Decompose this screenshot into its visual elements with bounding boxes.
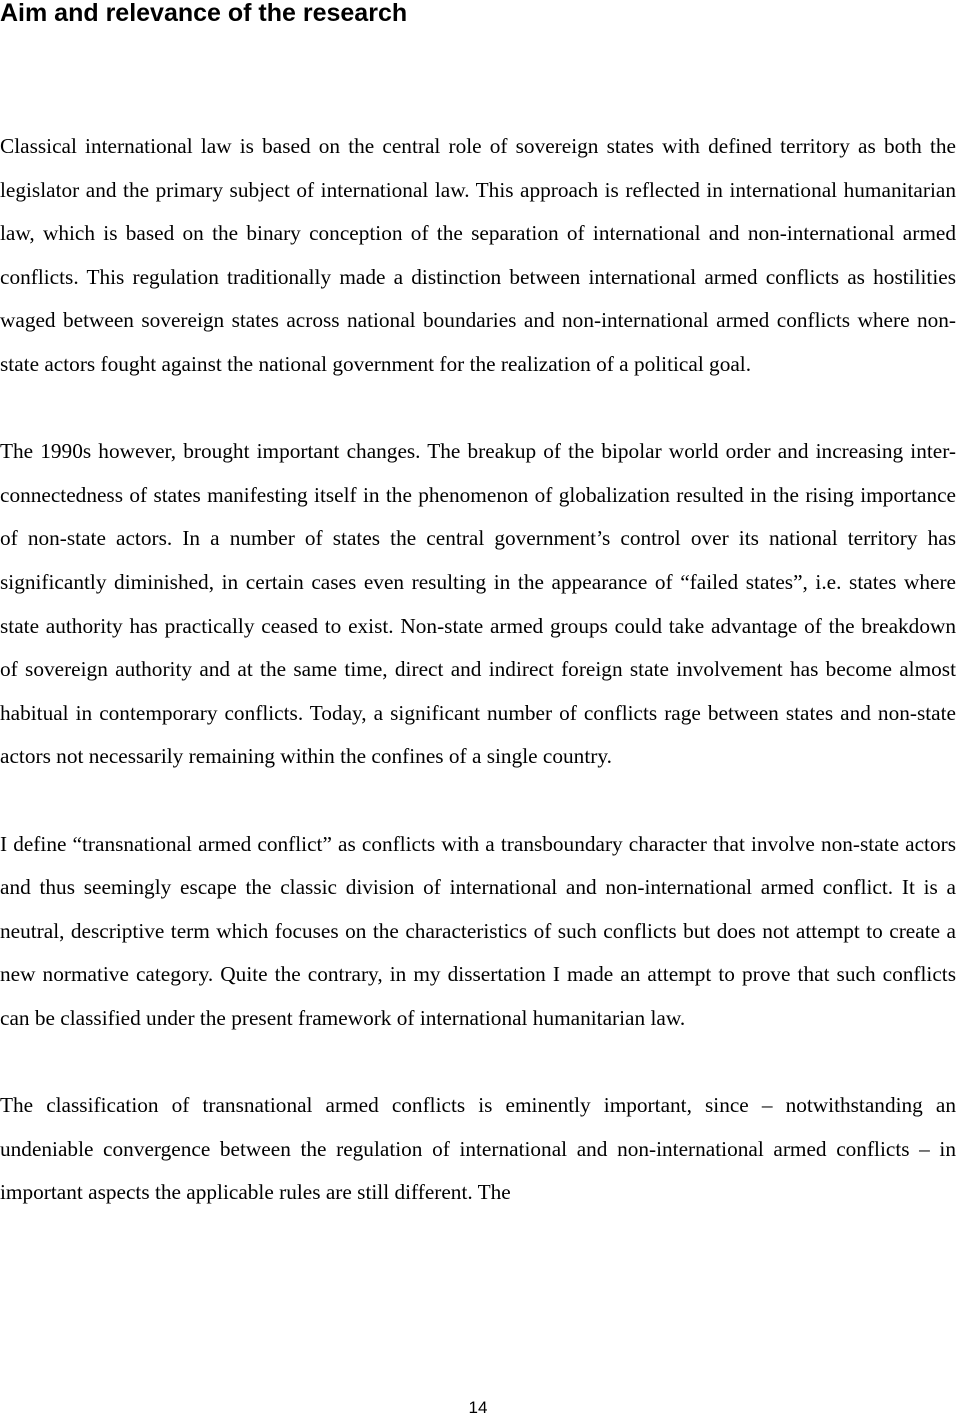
paragraph-1990s-changes: The 1990s however, brought important changes. The breakup of the bipolar world order and increasing inter-connectedness of states manifesting itself in the phenomenon of globalization resulted in the rising importance of non-state actors. In a number of states the central government’s control over its national territory has significantly diminished, in certain cases even resulting in the appearance of “failed states”, i.e. states where state authority has practically ceased to exist. Non-state armed groups could take advantage of the breakdown of sovereign authority and at the same time, direct and indirect foreign state involvement has become almost habitual in contemporary conflicts. Today, a significant number of conflicts rage between states and non-state actors not necessarily remaining within the confines of a single country.: [0, 439, 956, 769]
section-heading: Aim and relevance of the research: [0, 0, 408, 27]
paragraph-classical-law: Classical international law is based on the central role of sovereign states with defined territory as both the legislator and the primary subject of international law. This approach is reflected in international humanitarian law, which is based on the binary conception of the separation of international and non-international armed conflicts. This regulation traditionally made a distinction between international armed conflicts as hostilities waged between sovereign states across national boundaries and non-international armed conflicts where non-state actors fought against the national government for the realization of a political goal.: [0, 134, 956, 376]
page-number: 14: [468, 1398, 488, 1417]
paragraph-classification: The classification of transnational armed conflicts is eminently important, since – notwithstanding an undeniable convergence between the regulation of international and non-international armed conflicts – in important aspects the applicable rules are still different. The: [0, 1093, 956, 1205]
paragraph-definition: I define “transnational armed conflict” as conflicts with a transboundary character that involve non-state actors and thus seemingly escape the classic division of international and non-international armed conflict. It is a neutral, descriptive term which focuses on the characteristics of such conflicts but does not attempt to create a new normative category. Quite the contrary, in my dissertation I made an attempt to prove that such conflicts can be classified under the present framework of international humanitarian law.: [0, 831, 956, 1030]
body-text: [0, 125, 956, 1258]
